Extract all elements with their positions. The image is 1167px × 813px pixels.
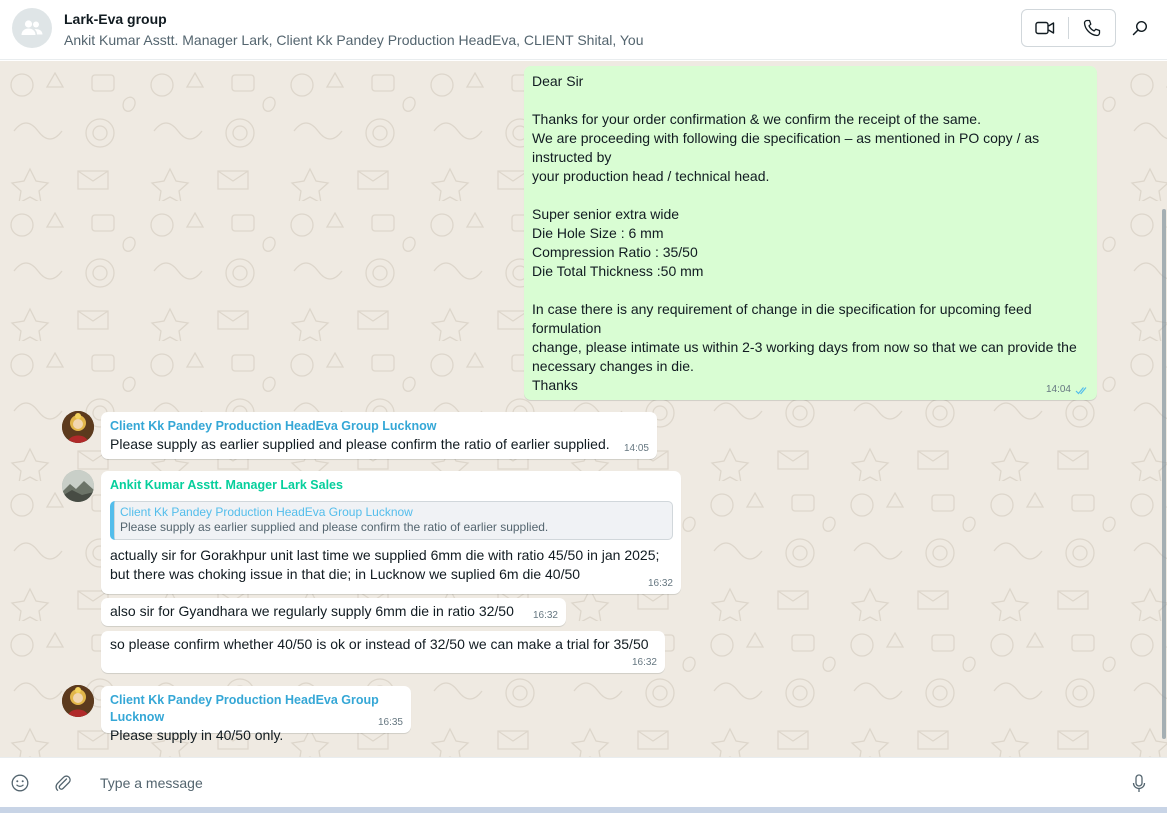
incoming-message[interactable] (101, 686, 411, 743)
message-time: 16:32 (631, 657, 657, 668)
avatar[interactable] (62, 685, 94, 717)
message-line: your production head / technical head. (532, 168, 770, 184)
message-line: but there was choking issue in that die; in Lucknow we suplied 6m die 40/50 (110, 566, 581, 582)
scrollbar[interactable] (1162, 209, 1166, 739)
message-meta (648, 578, 673, 590)
message-line: Thanks (532, 377, 578, 393)
message-line (532, 91, 1089, 110)
sender-avatar-icon (62, 411, 94, 443)
call-buttons (1021, 9, 1116, 47)
message-line (532, 281, 1089, 300)
chat-title[interactable]: Lark-Eva group (64, 11, 167, 27)
message-line: Super senior extra wide (532, 206, 680, 222)
avatar[interactable] (62, 470, 94, 502)
attach-button[interactable] (52, 772, 74, 794)
quoted-sender: Client Kk Pandey Production HeadEva Group Lucknow (120, 505, 413, 519)
chat-header (0, 0, 1167, 60)
message-line: Dear Sir (532, 73, 584, 89)
emoji-icon (11, 774, 29, 792)
video-call-icon (1035, 21, 1055, 35)
message-text: Please supply in 40/50 only. (110, 727, 284, 743)
composer (0, 757, 1167, 807)
message-input[interactable] (90, 770, 1090, 796)
quoted-text: Please supply as earlier supplied and please confirm the ratio of earlier supplied. (120, 520, 549, 534)
message-line: Thanks for your order confirmation & we confirm the receipt of the same. (532, 111, 981, 127)
group-avatar-icon (20, 18, 44, 38)
message-text: Please supply as earlier supplied and please confirm the ratio of earlier supplied. (110, 436, 610, 452)
sender-name[interactable]: Ankit Kumar Asstt. Manager Lark Sales (110, 478, 343, 492)
message-meta (624, 443, 649, 455)
message-line: We are proceeding with following die specification – as mentioned in PO copy / as instructed by (532, 130, 1044, 165)
sender-name[interactable]: Client Kk Pandey Production HeadEva Group Lucknow (110, 419, 437, 433)
emoji-button[interactable] (9, 772, 31, 794)
message-text (110, 546, 673, 584)
message-time: 16:32 (532, 610, 558, 621)
quoted-message[interactable] (110, 501, 673, 540)
group-avatar[interactable] (12, 8, 52, 48)
window-bottom-edge (0, 807, 1167, 813)
message-time: 16:32 (647, 578, 673, 589)
message-meta (378, 717, 403, 729)
voice-call-button[interactable] (1069, 10, 1115, 46)
message-list[interactable] (0, 61, 1167, 757)
voice-call-icon (1083, 19, 1101, 37)
message-time: 16:35 (377, 717, 403, 728)
incoming-message[interactable] (101, 631, 665, 673)
message-time: 14:04 (1045, 384, 1071, 395)
video-call-button[interactable] (1022, 10, 1068, 46)
message-line: Die Hole Size : 6 mm (532, 225, 664, 241)
message-line: actually sir for Gorakhpur unit last time we supplied 6mm die with ratio 45/50 in jan 2025; (110, 547, 660, 563)
message-meta (1046, 384, 1089, 396)
sender-avatar-icon (62, 685, 94, 717)
incoming-message[interactable] (101, 471, 681, 594)
attach-icon (55, 774, 71, 792)
group-members[interactable]: Ankit Kumar Asstt. Manager Lark, Client Kk Pandey Production HeadEva, CLIENT Shital, You (64, 32, 644, 48)
message-meta (632, 657, 657, 669)
message-line: change, please intimate us within 2-3 working days from now so that we can provide the necessary changes in die. (532, 339, 1081, 374)
message-line: In case there is any requirement of change in die specification for upcoming feed formulation (532, 301, 1036, 336)
avatar[interactable] (62, 411, 94, 443)
voice-message-button[interactable] (1128, 772, 1150, 794)
search-icon (1132, 20, 1148, 36)
message-line: Die Total Thickness :50 mm (532, 263, 704, 279)
search-button[interactable] (1128, 16, 1152, 40)
message-line: Compression Ratio : 35/50 (532, 244, 698, 260)
message-text (532, 72, 1089, 395)
sender-name[interactable]: Client Kk Pandey Production HeadEva Group Lucknow (110, 693, 379, 724)
microphone-icon (1132, 774, 1146, 793)
incoming-message[interactable] (101, 412, 657, 459)
message-line (532, 186, 1089, 205)
incoming-message[interactable] (101, 598, 566, 626)
message-text: so please confirm whether 40/50 is ok or instead of 32/50 we can make a trial for 35/50 (110, 636, 649, 652)
outgoing-message[interactable] (524, 66, 1097, 400)
message-meta (533, 610, 558, 622)
double-tick-icon (1075, 386, 1089, 395)
sender-avatar-icon (62, 470, 94, 502)
message-time: 14:05 (623, 443, 649, 454)
message-text: also sir for Gyandhara we regularly supply 6mm die in ratio 32/50 (110, 603, 514, 619)
